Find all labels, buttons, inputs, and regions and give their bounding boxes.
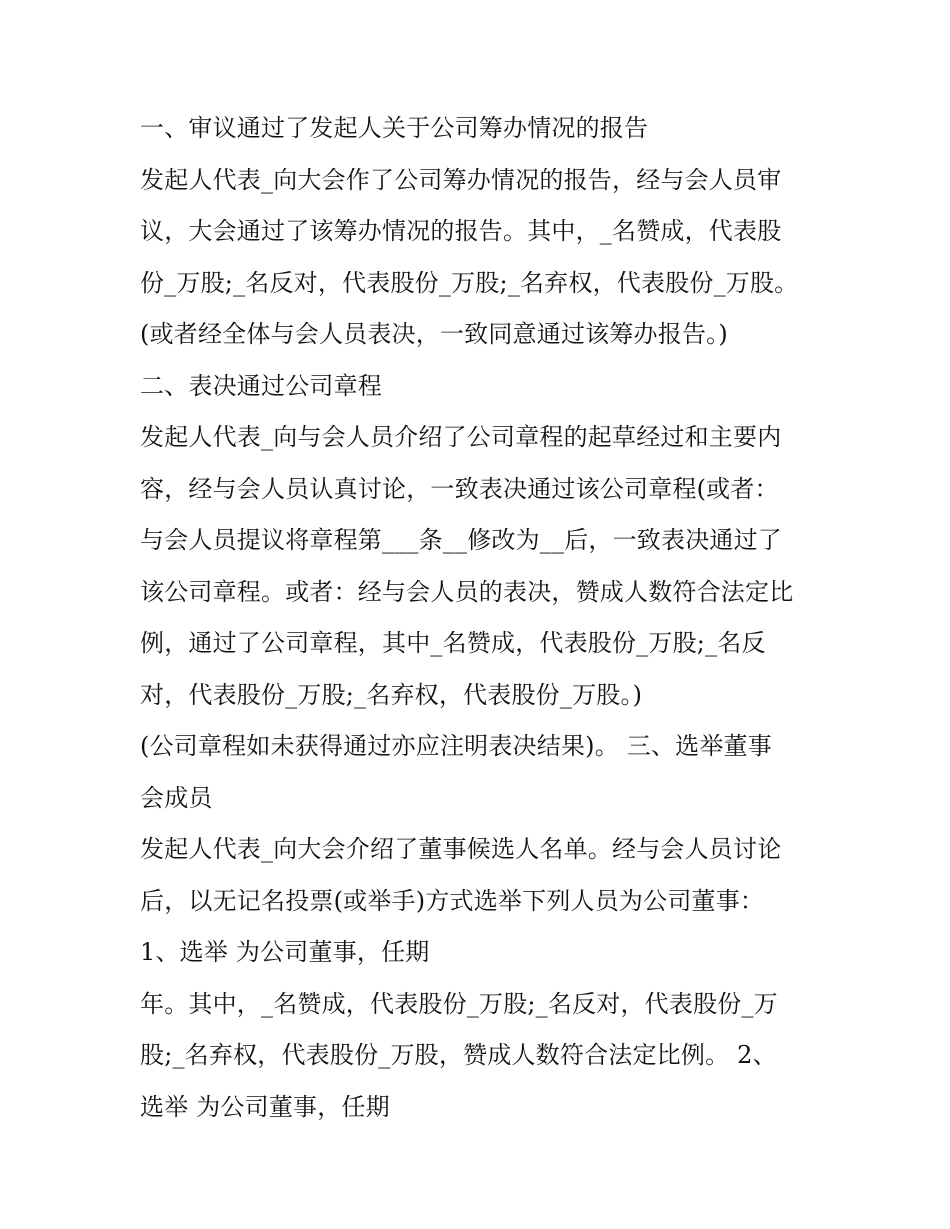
paragraph-line: 容，经与会人员认真讨论，一致表决通过该公司章程(或者： — [140, 474, 779, 503]
paragraph-line: 年。其中，_名赞成，代表股份_万股;_名反对，代表股份_万 — [140, 989, 778, 1018]
paragraph-line: 与会人员提议将章程第___条__修改为__后，一致表决通过了 — [140, 526, 782, 554]
paragraph-line: 会成员 — [140, 783, 213, 812]
paragraph-line: 对，代表股份_万股;_名弃权，代表股份_万股。) — [140, 680, 643, 709]
paragraph-line: (公司章程如未获得通过亦应注明表决结果)。 三、选举董事 — [140, 732, 772, 760]
document-body — [140, 103, 820, 1133]
paragraph-line: 发起人代表_向大会介绍了董事候选人名单。经与会人员讨论 — [140, 835, 782, 863]
paragraph-line: 该公司章程。或者：经与会人员的表决，赞成人数符合法定比 — [140, 577, 794, 606]
paragraph-line: 发起人代表_向与会人员介绍了公司章程的起草经过和主要内 — [140, 423, 782, 451]
paragraph-line: 例，通过了公司章程，其中_名赞成，代表股份_万股;_名反 — [140, 629, 766, 657]
paragraph-line: 股;_名弃权，代表股份_万股，赞成人数符合法定比例。 2、 — [140, 1041, 777, 1069]
list-item-line: 1、选举 为公司董事，任期 — [140, 938, 430, 966]
paragraph-line: 份_万股;_名反对，代表股份_万股;_名弃权，代表股份_万股。 — [140, 268, 799, 297]
list-item-line: 选举 为公司董事，任期 — [140, 1092, 390, 1121]
paragraph-line: (或者经全体与会人员表决，一致同意通过该筹办报告。) — [140, 320, 728, 348]
paragraph-line: 议，大会通过了该筹办情况的报告。其中，_名赞成，代表股 — [140, 217, 782, 245]
heading-one: 一、审议通过了发起人关于公司筹办情况的报告 — [140, 114, 649, 142]
paragraph-line: 发起人代表_向大会作了公司筹办情况的报告，经与会人员审 — [140, 165, 782, 194]
heading-two: 二、表决通过公司章程 — [140, 371, 382, 400]
paragraph-line: 后，以无记名投票(或举手)方式选举下列人员为公司董事： — [140, 886, 765, 915]
